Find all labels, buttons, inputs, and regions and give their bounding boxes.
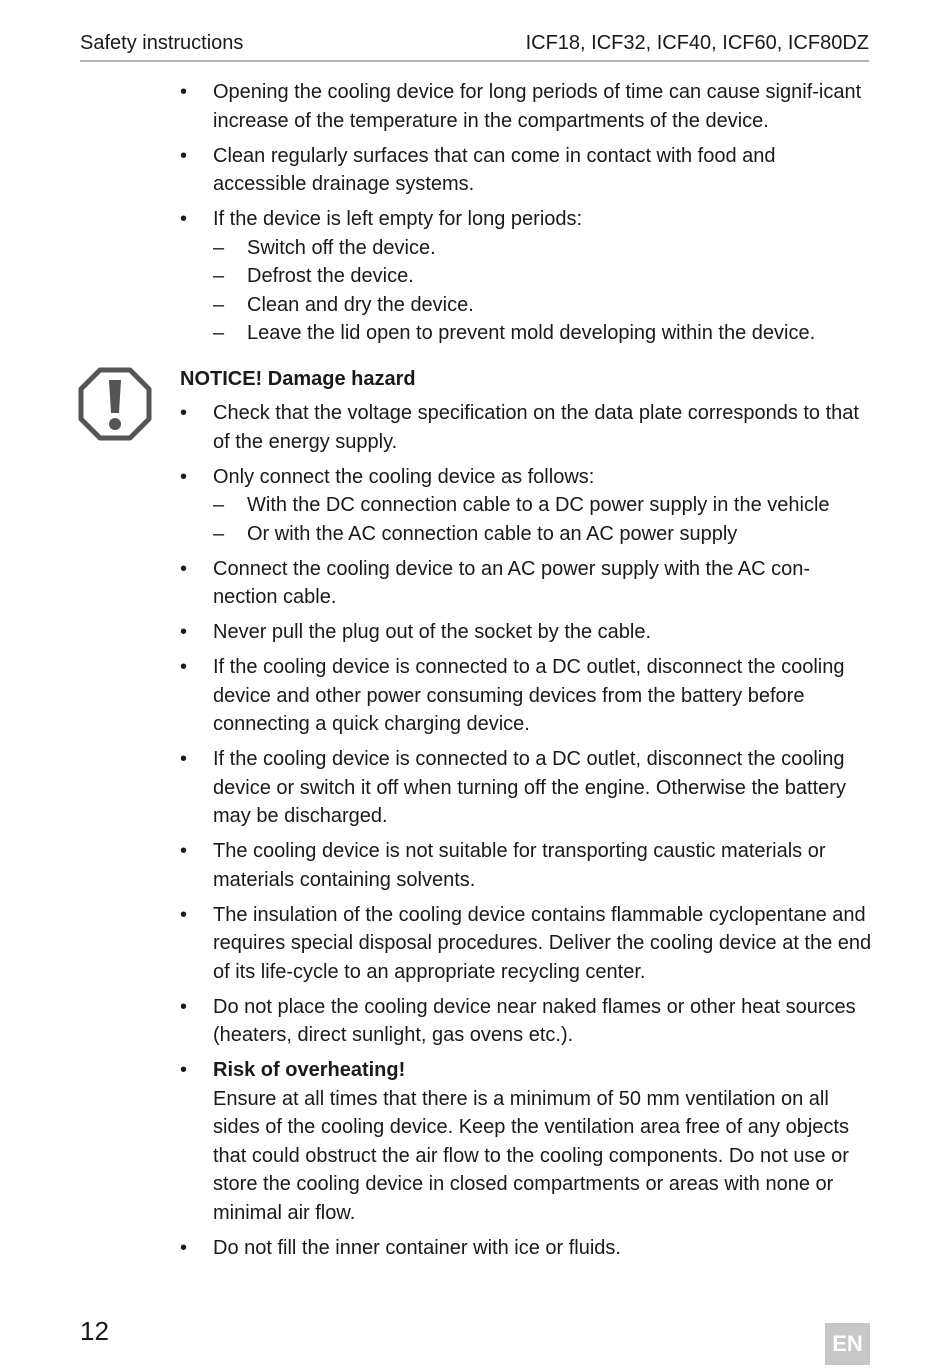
list-item: • The insulation of the cooling device contains flammable cyclopentane and requires special disposal procedures. Deliver the cooling device at the end of its life-cycle to an appropriate recycling center. — [180, 901, 872, 987]
list-item: • Opening the cooling device for long periods of time can cause signif-icant increase of the temperature in the compartments of the device. — [180, 78, 872, 135]
sub-list-item: – Clean and dry the device. — [213, 291, 872, 320]
overheat-title: • Risk of overheating! — [213, 1059, 406, 1081]
list-item: • Do not place the cooling device near naked flames or other heat sources (heaters, direct sunlight, gas ovens etc.). — [180, 993, 872, 1050]
language-badge: EN — [825, 1323, 870, 1365]
page-number: 12 — [80, 1316, 109, 1346]
sub-list-item: – With the DC connection cable to a DC power supply in the vehicle — [213, 491, 872, 520]
overheat-text: Ensure at all times that there is a minimum of 50 mm ventilation on all sides of the cooling device. Keep the ventilation area free of any objects that could obstruct the air flow to the cooling components. Do not use or store the cooling device in closed compartments or areas with none or minimal air flow. — [213, 1087, 849, 1224]
list-item: • Do not fill the inner container with ice or fluids. — [180, 1234, 872, 1263]
list-item: • If the cooling device is connected to a DC outlet, disconnect the cooling device and other power consuming devices from the battery before connecting a quick charging device. — [180, 653, 872, 739]
list-item: • The cooling device is not suitable for transporting caustic materials or materials containing solvents. — [180, 837, 872, 894]
section-title: Safety instructions — [80, 32, 244, 54]
notice-heading: NOTICE! Damage hazard — [180, 367, 416, 390]
sub-list-item: – Or with the AC connection cable to an AC power supply — [213, 520, 872, 549]
list-item — [180, 205, 872, 348]
sub-list-item: – Switch off the device. — [213, 234, 872, 263]
model-list: ICF18, ICF32, ICF40, ICF60, ICF80DZ — [525, 32, 869, 54]
notice-octagon-exclamation-icon — [78, 367, 152, 441]
safety-content — [180, 78, 872, 1269]
list-item — [180, 463, 872, 549]
list-item: • If the cooling device is connected to a DC outlet, disconnect the cooling device or switch it off when turning off the engine. Otherwise the battery may be discharged. — [180, 745, 872, 831]
sub-list-item: – Leave the lid open to prevent mold developing within the device. — [213, 319, 872, 348]
sub-list-item: – Defrost the device. — [213, 262, 872, 291]
page-header — [80, 28, 869, 62]
list-item: • Connect the cooling device to an AC power supply with the AC con-nection cable. — [180, 555, 872, 612]
list-item: • Clean regularly surfaces that can come in contact with food and accessible drainage systems. — [180, 142, 872, 199]
list-item: • Never pull the plug out of the socket by the cable. — [180, 618, 872, 647]
list-item-text: • If the device is left empty for long periods: — [213, 208, 583, 230]
list-item-text: • Only connect the cooling device as follows: — [213, 465, 595, 488]
list-item — [180, 1056, 872, 1227]
list-item: • Check that the voltage specification on the data plate corresponds to that of the energy supply. — [180, 399, 872, 456]
